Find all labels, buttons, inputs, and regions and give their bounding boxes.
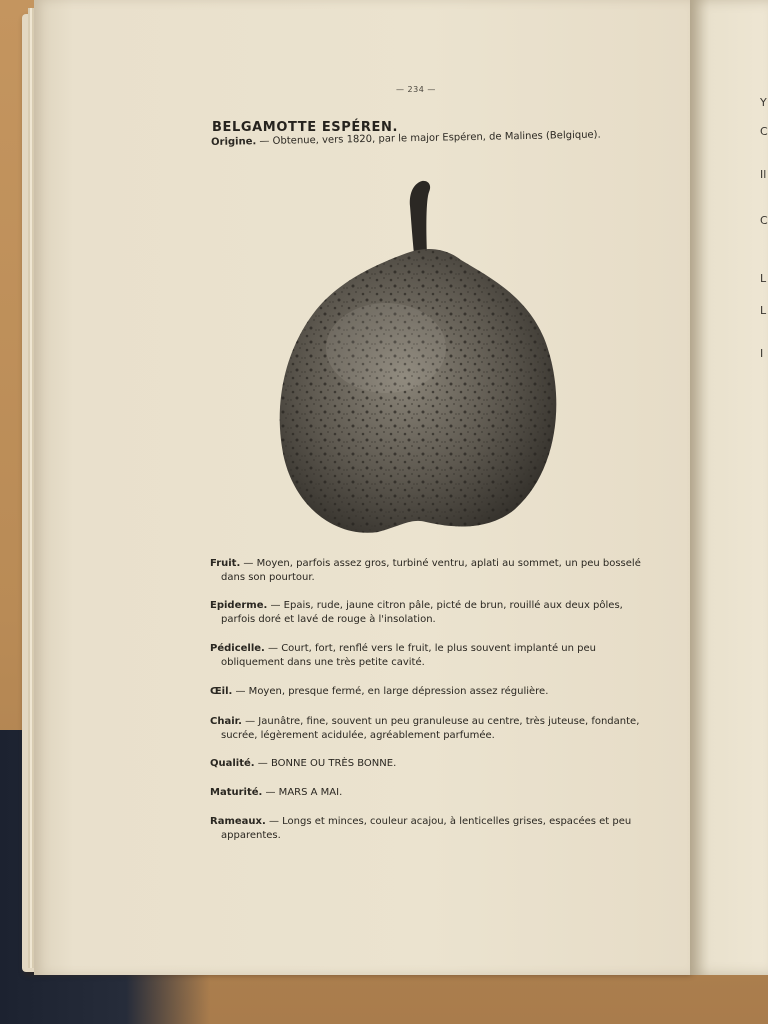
section-label: Epiderme. — [210, 600, 268, 611]
page-number: — 234 — — [396, 85, 436, 94]
section-text: — Court, fort, renflé vers le fruit, le plus souvent implanté un peu obliquement dans une très petite cavité. — [221, 643, 596, 668]
facing-page-glyph: Y — [760, 96, 767, 109]
section-label: Œil. — [210, 686, 233, 697]
facing-page-glyph: L — [760, 272, 767, 285]
chair-description — [210, 715, 651, 742]
facing-page — [690, 0, 768, 975]
section-text: — BONNE OU TRÈS BONNE. — [254, 758, 397, 769]
qualite-description — [210, 757, 651, 771]
section-text: — Moyen, parfois assez gros, turbiné ventru, aplati au sommet, un peu bosselé dans son pourtour. — [221, 558, 641, 583]
page-title: BELGAMOTTE ESPÉREN. — [212, 120, 398, 135]
origin-label: Origine. — [211, 136, 257, 148]
facing-page-glyph: I — [760, 347, 764, 360]
pear-illustration — [276, 178, 564, 536]
section-text: — Longs et minces, couleur acajou, à lenticelles grises, espacées et peu apparentes. — [221, 816, 632, 841]
section-text: — Moyen, presque fermé, en large dépression assez régulière. — [232, 686, 549, 697]
origin-text: — Obtenue, vers 1820, par le major Espéren, de Malines (Belgique). — [256, 129, 601, 148]
fruit-description — [210, 557, 651, 584]
maturite-description — [210, 786, 651, 800]
epiderme-description — [210, 599, 651, 626]
section-label: Chair. — [210, 716, 242, 727]
section-text: — Epais, rude, jaune citron pâle, picté de brun, rouillé aux deux pôles, parfois doré et lavé de rouge à l'insolation. — [221, 600, 623, 625]
facing-page-glyph: C — [760, 125, 768, 138]
rameaux-description — [210, 815, 651, 842]
section-label: Fruit. — [210, 558, 241, 569]
oeil-description — [210, 685, 651, 699]
section-label: Pédicelle. — [210, 643, 265, 654]
section-label: Maturité. — [210, 787, 263, 798]
facing-page-glyph: C — [760, 214, 768, 227]
section-text: — Jaunâtre, fine, souvent un peu granuleuse au centre, très juteuse, fondante, sucrée, légèrement acidulée, agréablement parfumée. — [221, 716, 640, 741]
section-label: Rameaux. — [210, 816, 266, 827]
section-label: Qualité. — [210, 758, 255, 769]
facing-page-glyph: Il — [760, 168, 767, 181]
pedicelle-description — [210, 642, 651, 669]
section-text: — MARS A MAI. — [262, 787, 343, 798]
facing-page-glyph: L — [760, 304, 767, 317]
